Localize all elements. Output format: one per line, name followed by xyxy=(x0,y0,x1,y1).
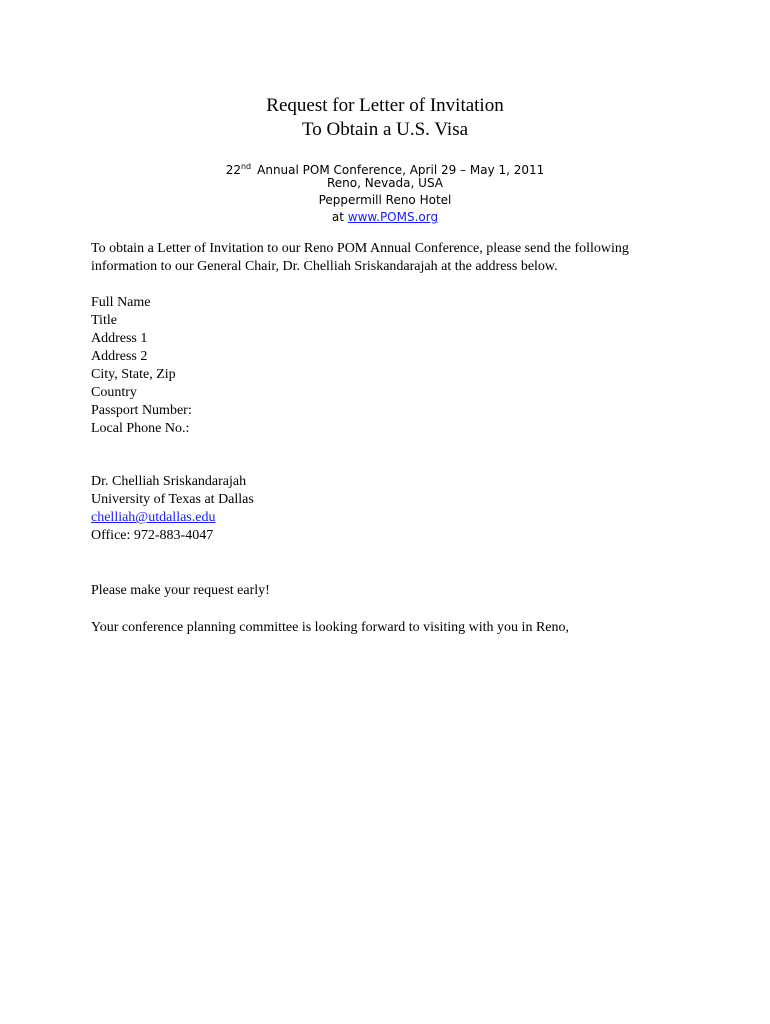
contact-name: Dr. Chelliah Sriskandarajah xyxy=(91,474,247,489)
closing-request-early: Please make your request early! xyxy=(91,583,270,598)
field-address-1: Address 1 xyxy=(91,331,148,346)
conference-venue: Peppermill Reno Hotel xyxy=(318,193,452,207)
intro-paragraph-line-2: information to our General Chair, Dr. Chelliah Sriskandarajah at the address below. xyxy=(91,259,558,274)
website-prefix: at xyxy=(331,210,348,224)
contact-email-link[interactable]: chelliah@utdallas.edu xyxy=(91,510,216,525)
field-city-state-zip: City, State, Zip xyxy=(91,367,176,382)
conference-website-line xyxy=(0,209,770,226)
field-address-2: Address 2 xyxy=(91,349,148,364)
field-local-phone: Local Phone No.: xyxy=(91,421,190,436)
field-country: Country xyxy=(91,385,137,400)
conference-name: Annual POM Conference, April 29 – May 1, 2011 xyxy=(257,163,545,177)
website-link[interactable]: www.POMS.org xyxy=(347,210,439,224)
field-title: Title xyxy=(91,313,117,328)
conference-location: Reno, Nevada, USA xyxy=(326,176,443,190)
conference-number: 22 xyxy=(225,163,241,177)
intro-paragraph-line-1: To obtain a Letter of Invitation to our Reno POM Annual Conference, please send the following xyxy=(91,241,629,256)
closing-committee-message: Your conference planning committee is looking forward to visiting with you in Reno, xyxy=(91,620,570,635)
document-title: Request for Letter of Invitation xyxy=(266,95,504,116)
contact-institution: University of Texas at Dallas xyxy=(91,492,254,507)
document-subtitle: To Obtain a U.S. Visa xyxy=(301,119,469,140)
field-passport-number: Passport Number: xyxy=(91,403,192,418)
field-full-name: Full Name xyxy=(91,295,151,310)
contact-office-phone: Office: 972-883-4047 xyxy=(91,528,214,543)
conference-ordinal-suffix: nd xyxy=(240,162,252,171)
